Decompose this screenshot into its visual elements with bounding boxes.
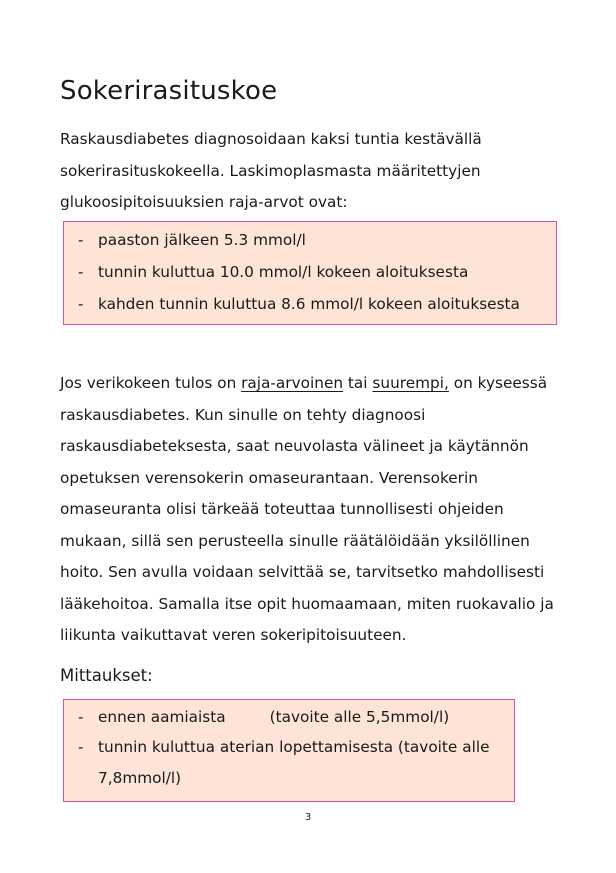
list-item [78,738,490,756]
body-text-connector: tai [343,374,373,392]
underlined-term-higher: suurempi, [372,374,449,392]
measurement-text-continued: 7,8mmol/l) [98,769,182,787]
page-heading: Sokerirasituskoe [60,76,278,106]
intro-paragraph: Raskausdiabetes diagnosoidaan kaksi tuntia kestävällä sokerirasituskokeella. Laskimoplasmasta määritettyjen glukoosipitoisuuksien raja-arvot ovat: [60,130,482,211]
list-item [78,263,468,281]
measurement-label: ennen aamiaista [98,708,226,726]
dash-bullet: - [78,708,84,726]
limit-text: kahden tunnin kuluttua 8.6 mmol/l kokeen aloituksesta [98,295,520,313]
limit-text: tunnin kuluttua 10.0 mmol/l kokeen aloituksesta [98,263,469,281]
limit-text: paaston jälkeen 5.3 mmol/l [98,231,306,249]
body-text-start: Jos verikokeen tulos on [60,374,242,392]
list-item [78,708,449,726]
limits-box [63,221,557,325]
measurement-target: (tavoite alle 5,5mmol/l) [269,708,450,726]
dash-bullet: - [78,263,84,281]
list-item [78,231,306,249]
dash-bullet: - [78,738,84,756]
dash-bullet: - [78,295,84,313]
measurements-heading: Mittaukset: [60,666,153,685]
measurement-text: tunnin kuluttua aterian lopettamisesta (tavoite alle [98,738,490,756]
body-text-rest: on kyseessä raskausdiabetes. Kun sinulle on tehty diagnoosi raskausdiabeteksesta, saat neuvolasta välineet ja käytännön opetuksen verensokerin omaseurantaan. Verensokerin omaseuranta olisi tärkeää toteuttaa tunnollisesti ohjeiden mukaan, sillä sen perusteella sinulle räätälöidään yksilöllinen hoito. Sen avulla voidaan selvittää se, tarvitsetko mahdollisesti lääkehoitoa. Samalla itse opit huomaamaan, miten ruokavalio ja liikunta vaikuttavat veren sokeripitoisuuteen. [60,374,554,644]
dash-bullet: - [78,231,84,249]
body-paragraph [60,368,565,652]
list-item [78,295,520,313]
page-number: 3 [304,812,312,823]
underlined-term-borderline: raja-arvoinen [241,374,344,392]
measurements-box [63,699,515,802]
